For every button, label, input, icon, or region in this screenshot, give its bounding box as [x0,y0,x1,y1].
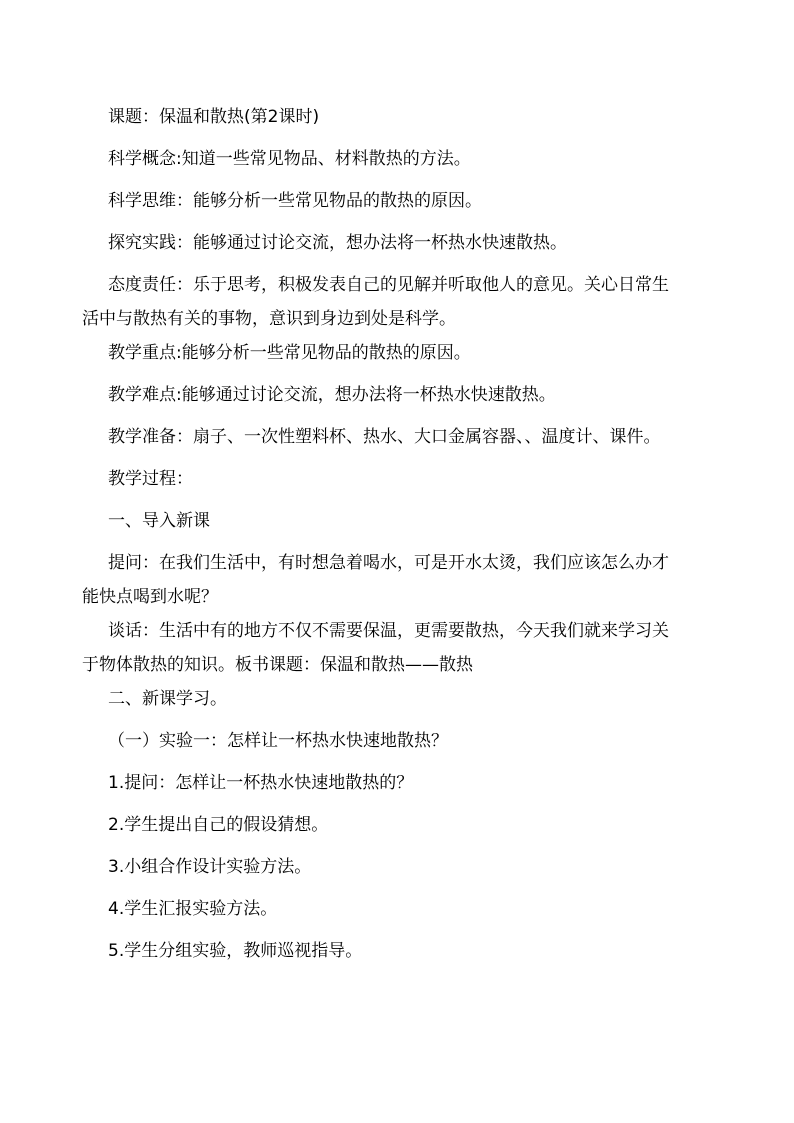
list-item-4: 4.学生汇报实验方法。 [108,899,278,919]
section-one-heading: 一、导入新课 [108,511,210,531]
question-line-2: 能快点喝到水呢？ [82,587,218,607]
experiment-one-heading: （一）实验一：怎样让一杯热水快速地散热？ [108,731,448,751]
teaching-process-heading: 教学过程： [108,469,193,489]
question-paragraph [82,546,738,614]
list-item-3: 3.小组合作设计实验方法。 [108,857,312,877]
teaching-preparation: 教学准备：扇子、一次性塑料杯、热水、大口金属容器、、温度计、课件。 [108,427,661,447]
talk-line-2: 于物体散热的知识。板书课题：保温和散热——散热 [82,655,473,675]
talk-paragraph [82,614,738,682]
inquiry-practice: 探究实践：能够通过讨论交流，想办法将一杯热水快速散热。 [108,233,567,253]
list-item-1: 1.提问：怎样让一杯热水快速地散热的？ [108,773,414,793]
lesson-title: 课题：保温和散热(第2课时) [108,107,320,127]
question-line-1: 提问：在我们生活中，有时想急着喝水，可是开水太烫，我们应该怎么办才 [108,553,669,573]
attitude-line-2: 活中与散热有关的事物，意识到身边到处是科学。 [82,309,456,329]
talk-line-1: 谈话：生活中有的地方不仅不需要保温，更需要散热，今天我们就来学习关 [108,621,669,641]
section-two-heading: 二、新课学习。 [108,689,227,709]
attitude-responsibility [82,268,738,336]
teaching-difficulty: 教学难点:能够通过讨论交流，想办法将一杯热水快速散热。 [108,385,556,405]
science-concept: 科学概念:知道一些常见物品、材料散热的方法。 [108,149,471,169]
list-item-5: 5.学生分组实验，教师巡视指导。 [108,941,363,961]
attitude-line-1: 态度责任：乐于思考，积极发表自己的见解并听取他人的意见。关心日常生 [108,275,669,295]
science-thinking: 科学思维：能够分析一些常见物品的散热的原因。 [108,191,482,211]
document-body [82,100,738,976]
list-item-2: 2.学生提出自己的假设猜想。 [108,815,329,835]
teaching-focus: 教学重点:能够分析一些常见物品的散热的原因。 [108,343,471,363]
